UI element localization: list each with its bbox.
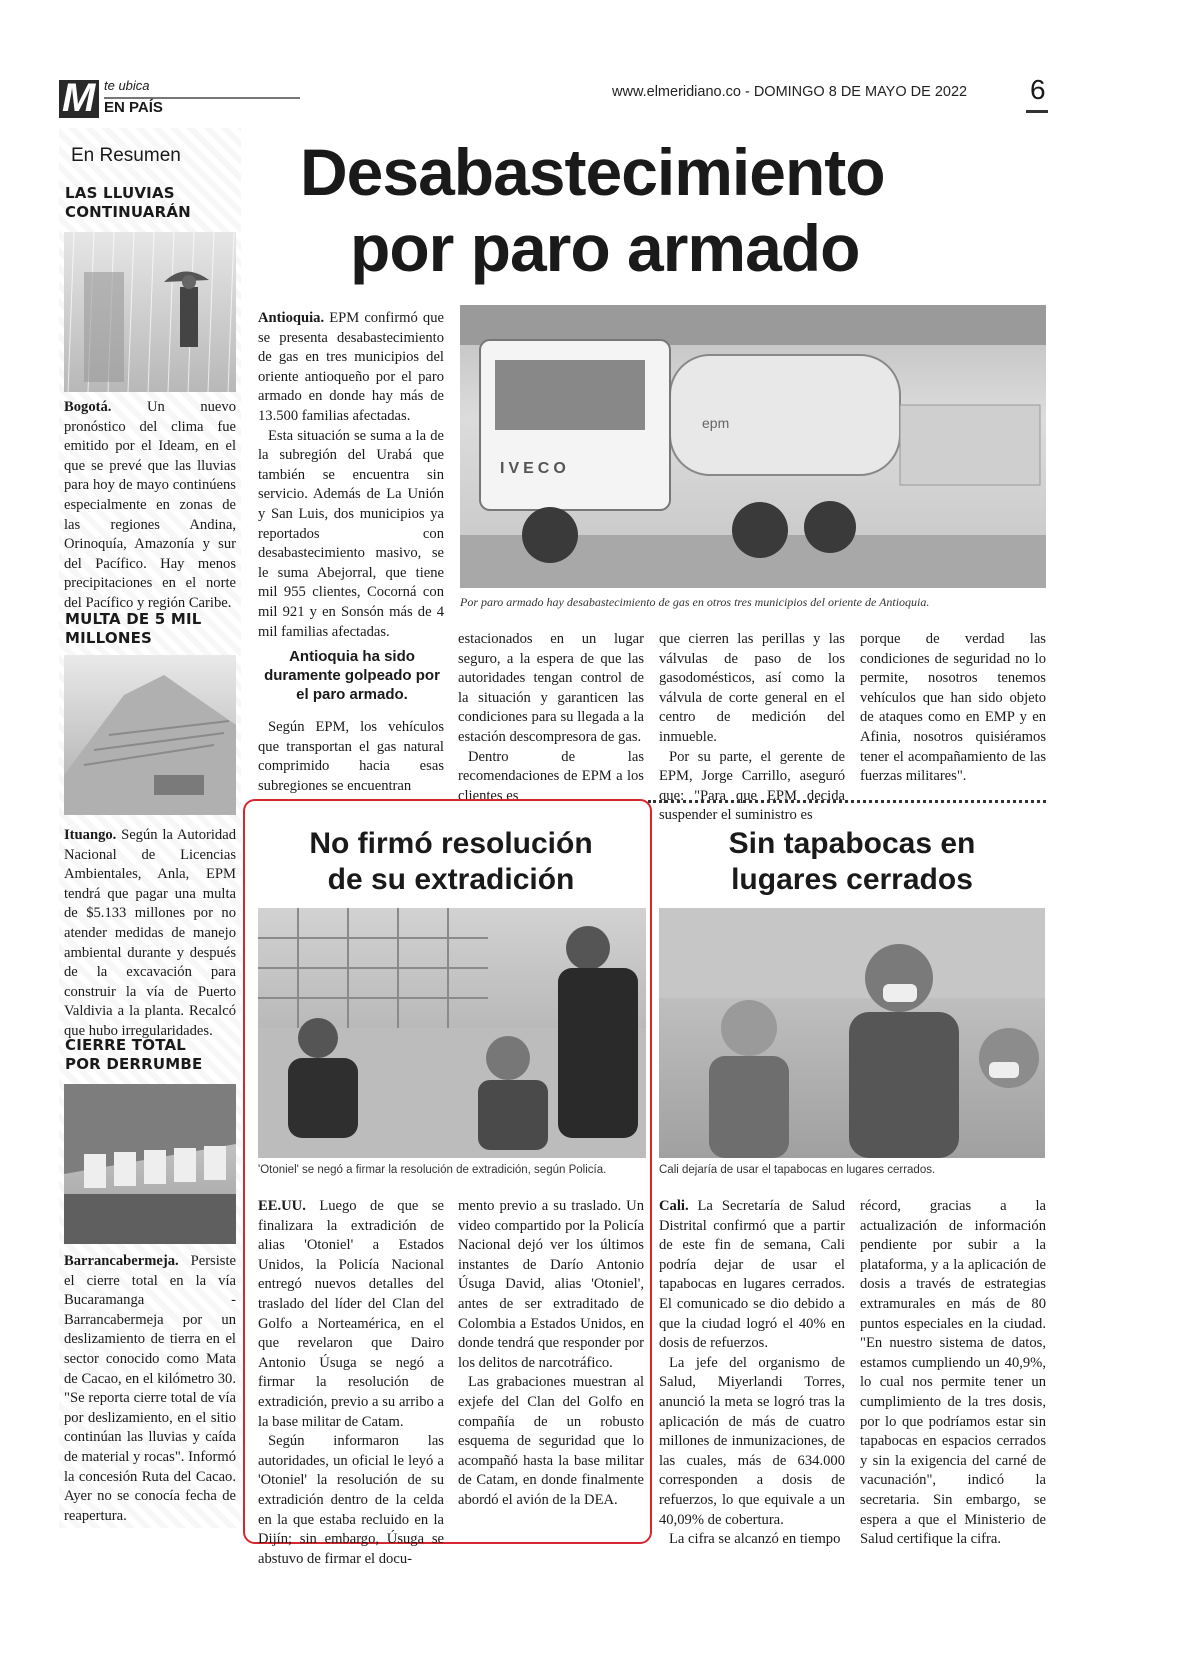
masks-illustration (659, 908, 1045, 1158)
masks-photo (659, 908, 1045, 1158)
page-number: 6 (1030, 74, 1046, 105)
main-column-3-text-2: Por su parte, el gerente de EPM, Jorge Carrillo, aseguró que: "Para que EPM decida suspender el suministro es (659, 748, 845, 824)
main-paragraph-1: EPM confirmó que se presenta desabastecimiento de gas en tres municipios del oriente antioqueño por el paro armado en donde hay más de 13.500 familias afectadas. (258, 310, 444, 424)
sidebar-story-3 (64, 1252, 236, 1526)
otoniel-photo (258, 908, 646, 1158)
sidebar-heading-2: MULTA DE 5 MIL MILLONES (65, 610, 202, 647)
main-headline-line-2: por paro armado (350, 211, 860, 285)
main-lead: Antioquia. (258, 310, 325, 326)
story3-paragraph-3: La cifra se alcanzó en tiempo (669, 1531, 841, 1548)
story2-column-2-p2: Las grabaciones muestran al exjefe del Clan del Golfo en compañía de un robusto esquema de seguridad que lo acompañó hasta la base militar de Catam, en donde finalmente abordó el avión de la DEA. (458, 1374, 644, 1508)
landslide-photo (64, 1084, 236, 1244)
main-column-3-text: que cierren las perillas y las válvulas de paso de los gasodomésticos, así como la válvula de corte general en el centro de medición del inmueble. (659, 631, 845, 745)
truck-epm-logo: epm (702, 415, 730, 431)
rain-photo (64, 232, 236, 392)
sidebar-heading-1: LAS LLUVIAS CONTINUARÁN (65, 184, 191, 221)
main-photo-caption: Por paro armado hay desabastecimiento de gas en otros tres municipios del oriente de Antioquia. (460, 595, 930, 609)
gas-truck-photo (460, 305, 1046, 588)
main-headline-line-1: Desabastecimiento (300, 135, 885, 209)
story2-column-2 (458, 1197, 644, 1511)
main-column-1-bottom (258, 718, 444, 796)
story2-headline-line-2: de su extradición (327, 863, 575, 896)
story3-headline-line-1: Sin tapabocas en (728, 827, 976, 860)
sidebar-story-2 (64, 826, 236, 1042)
main-column-1 (258, 309, 444, 642)
story3-column-2-p1: récord, gracias a la actualización de información pendiente por subir a la plataforma, y a la aplicación de dosis a través de estrategias extramurales en más de 80 puntos especiales en la ciudad. "En nuestro sistema de datos, estamos cumpliendo un 40,9%, lo cual nos permite tener un cumplimiento de la tres dosis, por lo que podríamos estar sin tapabocas en espacios cerrados y sin la exigencia del carné de vacunación", indicó la secretaria. Sin embargo, se espera a que el Ministerio de Salud certifique la cifra. (860, 1198, 1046, 1548)
story3-lead: Cali. (659, 1198, 689, 1214)
excavation-photo (64, 655, 236, 815)
section-tag: te ubica (104, 78, 150, 93)
story2-paragraph-2: Según informaron las autoridades, un oficial le leyó a 'Otoniel' la resolución de su extradición dentro de la celda en la que estaba recluido en la Dijín; sin embargo, Úsuga se abstuvo de firmar el docu- (258, 1433, 444, 1567)
sidebar-heading-3: CIERRE TOTAL POR DERRUMBE (65, 1036, 203, 1073)
story2-column-1 (258, 1197, 444, 1569)
main-column-2-text: estacionados en un lugar seguro, a la espera de que las autoridades tengan control de la situación y garanticen las condiciones para su llegada a la estación descompresora de gas. (458, 631, 644, 745)
truck-brand-text: IVECO (500, 460, 570, 477)
main-column-4-text: porque de verdad las condiciones de seguridad no lo permite, nosotros tenemos vehículos que han sido objeto de ataques como en EMP y en Afinia, nosotros quisiéramos tener el acompañamiento de las fuerzas militares". (860, 631, 1046, 785)
sidebar-lead-1: Bogotá. (64, 399, 112, 415)
story2-paragraph-1: Luego de que se finalizara la extradición de alias 'Otoniel' a Estados Unidos, la Policía Nacional entregó nuevos detalles del traslado del líder del Clan del Golfo a Norteamérica, en el que revelaron que Dairo Antonio Úsuga se negó a firmar la resolución de extradición, previo a su arribo a la base militar de Catam. (258, 1198, 444, 1430)
sidebar-body-1: Un nuevo pronóstico del clima fue emitido por el Ideam, en el que se prevé que las lluvias para hoy de mayo continúens especialmente en zonas de las regiones Andina, Orinoquía, Amazonía y sur del Pacífico. Hay menos precipitaciones en el norte del Pacífico y región Caribe. (64, 399, 236, 611)
sidebar-lead-3: Barrancabermeja. (64, 1253, 179, 1269)
page-number-rule (1026, 110, 1048, 113)
section-name: EN PAÍS (104, 99, 163, 116)
truck-illustration (460, 305, 1046, 588)
rain-illustration (64, 232, 236, 392)
story3-caption: Cali dejaría de usar el tapabocas en lugares cerrados. (659, 1164, 936, 1176)
masthead-logo (59, 76, 99, 120)
main-column-2 (458, 630, 644, 806)
sidebar-lead-2: Ituango. (64, 827, 117, 843)
story2-caption: 'Otoniel' se negó a firmar la resolución de extradición, según Policía. (258, 1164, 607, 1176)
logo-letter: M (62, 76, 96, 120)
main-column-2-text-2: Dentro de las recomendaciones de EPM a los clientes es (458, 748, 644, 804)
sidebar-body-3: Persiste el cierre total en la vía Bucaramanga - Barrancabermeja por un deslizamiento de tierra en el sector conocido como Mata de Cacao, en el kilómetro 30. "Se reporta cierre total de vía por deslizamiento, en el sitio continúan las lluvias y caída de material y rocas". Informó la concesión Ruta del Cacao. Ayer no se conocía fecha de reapertura. (64, 1253, 236, 1524)
dateline: www.elmeridiano.co - DOMINGO 8 DE MAYO DE 2022 (612, 84, 968, 100)
excavation-illustration (64, 655, 236, 815)
sidebar-story-1 (64, 398, 236, 614)
story3-column-2 (860, 1197, 1046, 1550)
story2-column-2-p1: mento previo a su traslado. Un video compartido por la Policía Nacional dejó ver los últimos instantes de Darío Antonio Úsuga David, alias 'Otoniel', antes de ser extraditado de Colombia a Estados Unidos, en donde tendrá que responder por los delitos de narcotráfico. (458, 1198, 644, 1371)
otoniel-illustration (258, 908, 646, 1158)
story3-paragraph-2: La jefe del organismo de Salud, Miyerlandi Torres, anunció la meta se logró tras la aplicación de más de cuatro millones de inmunizaciones, de las cuales, más de 634.000 corresponden a dosis de refuerzos, lo que equivale a un 40,09% de cobertura. (659, 1354, 845, 1528)
main-column-4 (860, 630, 1046, 787)
sidebar-title: En Resumen (71, 145, 181, 166)
story3-headline-line-2: lugares cerrados (731, 863, 973, 896)
landslide-illustration (64, 1084, 236, 1244)
main-column-3 (659, 630, 845, 826)
main-pullquote: Antioquia ha sido duramente golpeado por el paro armado. (264, 648, 440, 703)
story3-column-1 (659, 1197, 845, 1550)
sidebar-body-2: Según la Autoridad Nacional de Licencias Ambientales, Anla, EPM tendrá que pagar una multa de $5.133 millones por no atender medidas de manejo ambiental durante y después de la excavación para construir la vía de Puerto Valdivia a la planta. Recalcó que hubo irregularidades. (64, 827, 236, 1039)
story2-headline-line-1: No firmó resolución (309, 827, 593, 860)
story2-lead: EE.UU. (258, 1198, 306, 1214)
story3-paragraph-1: La Secretaría de Salud Distrital confirmó que a partir de este fin de semana, Cali podría dejar de usar el tapabocas en lugares cerrados. El comunicado se dio debido a que la ciudad logró el 40% en dosis de refuerzos. (659, 1198, 845, 1352)
main-paragraph-2: Esta situación se suma a la de la subregión del Urabá que también se encuentra sin servicio. Además de La Unión y San Luis, dos municipios ya reportados con desabastecimiento masivo, se le suma Abejorral, que tiene mil 955 clientes, Cocorná con mil 921 y en Sonsón más de 4 mil familias afectadas. (258, 427, 444, 640)
section-divider (648, 800, 1046, 803)
main-paragraph-3: Según EPM, los vehículos que transportan el gas natural comprimido hacia esas subregiones se encuentran (258, 719, 444, 794)
